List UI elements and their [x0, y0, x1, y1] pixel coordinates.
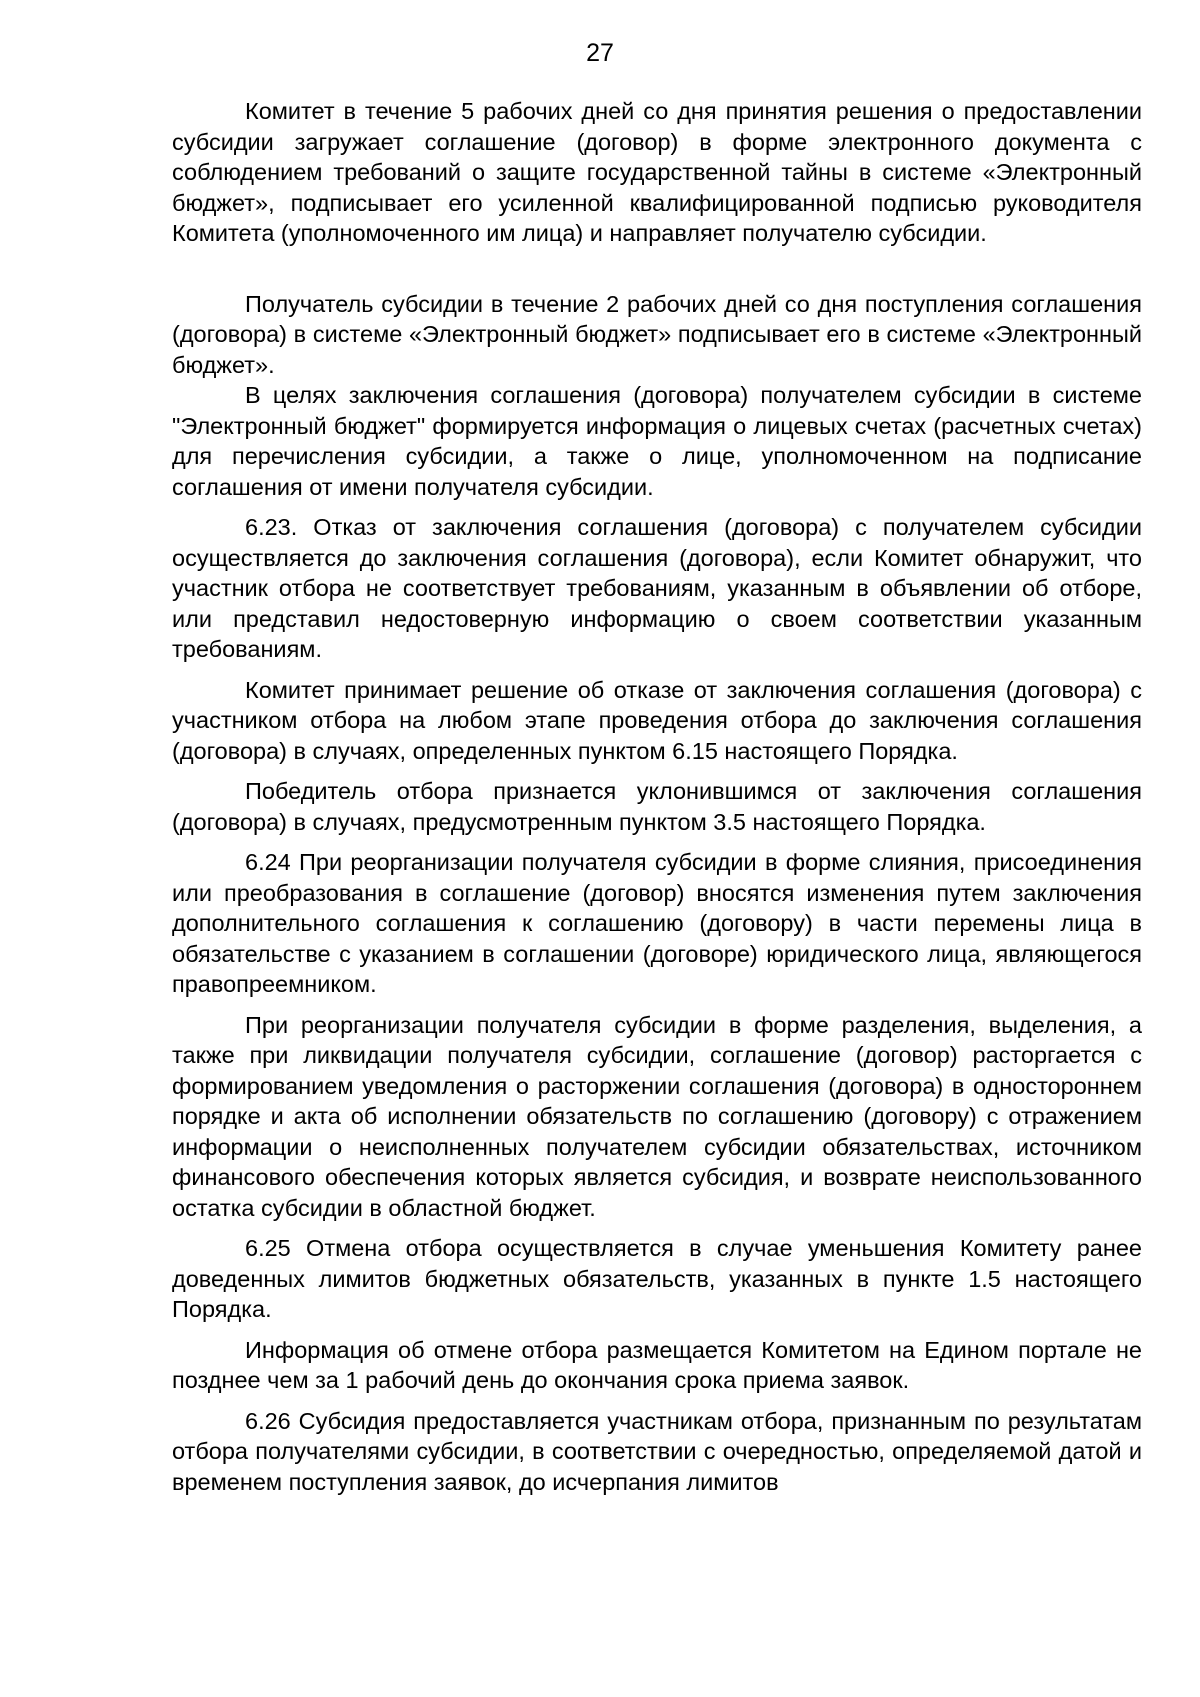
page-number: 27: [586, 39, 614, 67]
paragraph-agreement-upload: Комитет в течение 5 рабочих дней со дня принятия решения о предоставлении субсидии загружает соглашение (договор) в форме электронного документа с соблюдением требований о защите государственной тайны в системе «Электронный бюджет», подписывает его усиленной квалифицированной подписью руководителя Комитета (уполномоченного им лица) и направляет получателю субсидии.: [172, 98, 1142, 246]
paragraph-recipient-signs: Получатель субсидии в течение 2 рабочих дней со дня поступления соглашения (договора) в системе «Электронный бюджет» подписывает его в системе «Электронный бюджет».: [172, 290, 1142, 378]
paragraph-refusal-decision: Комитет принимает решение об отказе от заключения соглашения (договора) с участником отбора на любом этапе проведения отбора до заключения соглашения (договора) в случаях, определенных пунктом 6.15 настоящего Порядка.: [172, 676, 1142, 764]
paragraph-account-info: В целях заключения соглашения (договора) получателем субсидии в системе "Электронный бюджет" формируется информация о лицевых счетах (расчетных счетах) для перечисления субсидии, а также о лице, уполномоченном на подписание соглашения от имени получателя субсидии.: [172, 382, 1142, 500]
paragraph-cancellation-notice: Информация об отмене отбора размещается Комитетом на Едином портале не позднее чем за 1 рабочий день до окончания срока приема заявок.: [172, 1336, 1142, 1393]
paragraph-6-23-refusal: 6.23. Отказ от заключения соглашения (договора) с получателем субсидии осуществляется до заключения соглашения (договора), если Комитет обнаружит, что участник отбора не соответствует требованиям, указанным в объявлении об отборе, или представил недостоверную информацию о своем соответствии указанным требованиям.: [172, 514, 1142, 662]
paragraph-6-26-subsidy: 6.26 Субсидия предоставляется участникам отбора, признанным по результатам отбора получателями субсидии, в соответствии с очередностью, определяемой датой и временем поступления заявок, до исчерпания лимитов: [172, 1407, 1142, 1495]
paragraph-6-24-reorganization: 6.24 При реорганизации получателя субсидии в форме слияния, присоединения или преобразования в соглашение (договор) вносятся изменения путем заключения дополнительного соглашения к соглашению (договору) в части перемены лица в обязательстве с указанием в соглашении (договоре) юридического лица, являющегося правопреемником.: [172, 849, 1142, 997]
document-body: [172, 96, 1142, 1497]
paragraph-winner-evasion: Победитель отбора признается уклонившимся от заключения соглашения (договора) в случаях, предусмотренным пунктом 3.5 настоящего Порядка.: [172, 778, 1142, 835]
paragraph-6-25-cancellation: 6.25 Отмена отбора осуществляется в случае уменьшения Комитету ранее доведенных лимитов бюджетных обязательств, указанных в пункте 1.5 настоящего Порядка.: [172, 1235, 1142, 1322]
paragraph-termination: При реорганизации получателя субсидии в форме разделения, выделения, а также при ликвидации получателя субсидии, соглашение (договор) расторгается с формированием уведомления о расторжении соглашения (договора) в одностороннем порядке и акта об исполнении обязательств по соглашению (договору) с отражением информации о неисполненных получателем субсидии обязательствах, источником финансового обеспечения которых является субсидия, и возврате неиспользованного остатка субсидии в областной бюджет.: [172, 1011, 1142, 1221]
